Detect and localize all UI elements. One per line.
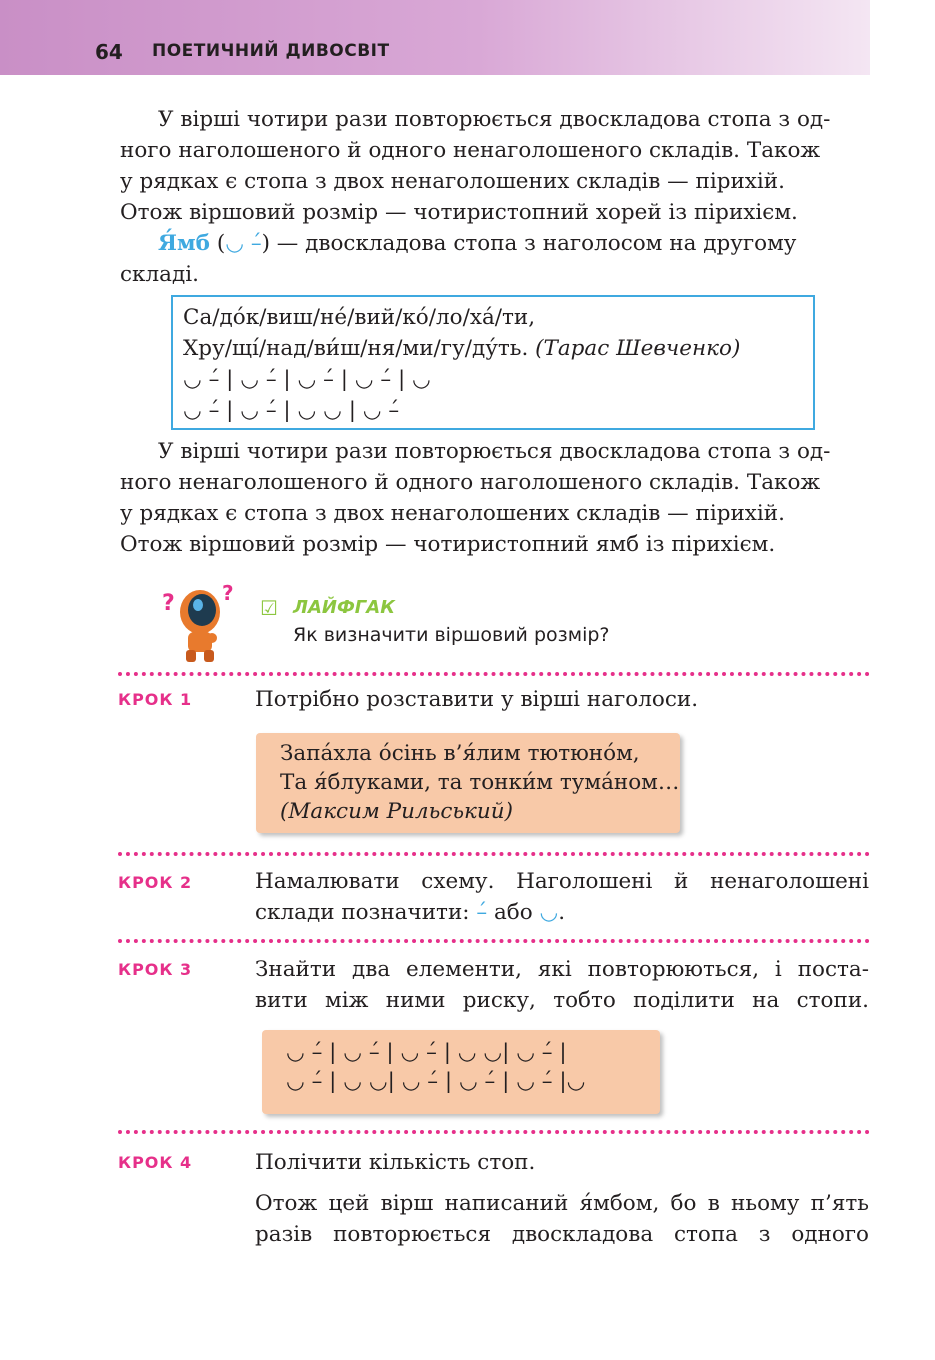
- step-label: КРОК 1: [118, 690, 193, 709]
- step-text: Знайти два елементи, які повторюються, і поста- вити між ними риску, тобто поділити на стопи.: [255, 957, 869, 1013]
- page-header: [0, 0, 870, 75]
- conclusion-text: Отож цей вірш написаний я́мбом, бо в ньому п’ять разів повторюється двоскладова стопа з одного: [255, 1191, 869, 1247]
- mascot-icon: [160, 580, 240, 665]
- poem-example-box: [256, 733, 680, 833]
- iamb-definition: Я́мб (◡ –́) — двоскладова стопа з наголосом на другому складі.: [120, 228, 868, 290]
- step-label: КРОК 3: [118, 960, 193, 979]
- dotted-divider: [118, 852, 870, 856]
- unstressed-symbol: ◡: [539, 900, 559, 925]
- stressed-symbol: –́: [476, 900, 488, 925]
- iamb-example-box: [171, 295, 815, 430]
- poem-author: (Максим Рильський): [280, 799, 513, 824]
- meter-scheme-box: [262, 1030, 660, 1114]
- paragraph-line: Отож віршовий розмір — чотиристопний ямб із пірихієм.: [120, 532, 776, 557]
- paragraph-line: Отож віршовий розмір — чотиристопний хорей із пірихієм.: [120, 200, 798, 225]
- svg-text:?: ?: [162, 591, 175, 616]
- iamb-symbol: ◡ –́: [225, 231, 262, 256]
- paragraph-line: ного ненаголошеного й одного наголошеного складів. Також: [120, 470, 821, 495]
- dotted-divider: [118, 1130, 870, 1134]
- step-label: КРОК 2: [118, 873, 193, 892]
- paragraph-line: складі.: [120, 262, 199, 287]
- meter-scheme: ◡ –́ | ◡ –́ | ◡ –́ | ◡ –́ | ◡: [183, 367, 431, 392]
- paragraph-iamb: [120, 436, 868, 560]
- paragraph-trochee: [120, 104, 868, 228]
- poem-author: (Тарас Шевченко): [535, 336, 741, 361]
- paragraph-line: у рядках є стопа з двох ненаголошених складів — пірихій.: [120, 169, 785, 194]
- iamb-term: Я́мб: [158, 231, 210, 256]
- paragraph-line: У вірші чотири рази повторюється двоскладова стопа з од-: [158, 439, 831, 464]
- meter-scheme: ◡ –́ | ◡ –́ | ◡ ◡ | ◡ –́: [183, 398, 400, 423]
- step-text: Потрібно розставити у вірші наголоси.: [255, 687, 699, 712]
- dotted-divider: [118, 672, 870, 676]
- section-title: ПОЕТИЧНИЙ ДИВОСВІТ: [152, 41, 390, 61]
- lifehack-title: ЛАЙФГАК: [293, 597, 395, 618]
- lifehack-question: Як визначити віршовий розмір?: [293, 624, 610, 646]
- checkbox-icon: ☑: [260, 596, 278, 620]
- page-number: 64: [95, 40, 123, 64]
- dotted-divider: [118, 939, 870, 943]
- poem-line: Запа́хла о́сінь в’я́лим тютюно́м,: [280, 741, 640, 766]
- poem-line: Та я́блуками, та тонки́м тума́ном…: [280, 770, 680, 795]
- poem-line: Хру/щі́/над/ви́ш/ня/ми/гу/ду́ть.: [183, 336, 529, 361]
- step-label: КРОК 4: [118, 1153, 193, 1172]
- paragraph-line: ного наголошеного й одного ненаголошеного складів. Також: [120, 138, 821, 163]
- paragraph-line: У вірші чотири рази повторюється двоскладова стопа з од-: [158, 107, 831, 132]
- step-text: Полічити кількість стоп.: [255, 1150, 536, 1175]
- paragraph-line: у рядках є стопа з двох ненаголошених складів — пірихій.: [120, 501, 785, 526]
- step-text: Намалювати схему. Наголошені й ненаголошені склади позначити: –́ або ◡.: [255, 869, 869, 925]
- meter-scheme: ◡ –́ | ◡ ◡| ◡ –́ | ◡ –́ | ◡ –́ |◡: [286, 1069, 586, 1094]
- svg-text:?: ?: [222, 581, 234, 605]
- meter-scheme: ◡ –́ | ◡ –́ | ◡ –́ | ◡ ◡| ◡ –́ |: [286, 1040, 567, 1065]
- poem-line: Са/до́к/виш/не́/вий/ко́/ло/ха́/ти,: [183, 305, 536, 330]
